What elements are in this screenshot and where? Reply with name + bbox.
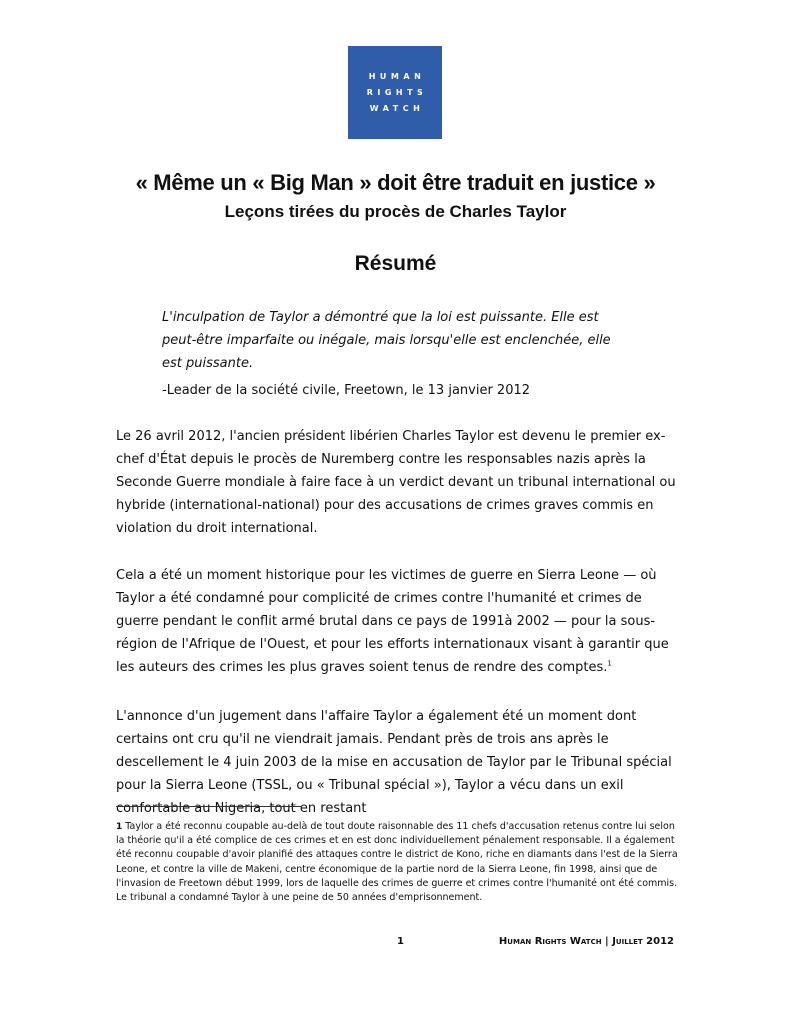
running-footer: Human Rights Watch | Juillet 2012 xyxy=(498,936,674,947)
logo-line-rights: RIGHTS xyxy=(366,87,428,97)
footnote-reference[interactable]: 1 xyxy=(607,659,612,668)
paragraph-1-text: Le 26 avril 2012, l'ancien président libérien Charles Taylor est devenu le premier ex-chef d'État depuis le procès de Nuremberg contre les responsables nazis après la Seconde Guerre mondiale à faire face à un verdict devant un tribunal international ou hybride (international-national) pour des accusations de crimes graves commis en violation du droit international. xyxy=(116,429,676,536)
paragraph-2-text: Cela a été un moment historique pour les victimes de guerre en Sierra Leone — où Taylor a été condamné pour complicité de crimes contre l'humanité et crimes de guerre pendant le conflit armé brutal dans ce pays de 1991à 2002 — pour la sous-région de l'Afrique de l'Ouest, et pour les efforts internationaux visant à garantir que les auteurs des crimes les plus graves soient tenus de rendre des comptes. xyxy=(116,568,669,675)
section-heading: Résumé xyxy=(354,252,437,275)
hrw-logo xyxy=(348,46,442,139)
report-subtitle: Leçons tirées du procès de Charles Taylor xyxy=(224,202,567,221)
body-paragraph-1 xyxy=(116,425,676,540)
page-number: 1 xyxy=(397,936,404,947)
footnote-number: 1 xyxy=(116,822,123,832)
report-title: « Même un « Big Man » doit être traduit en justice » xyxy=(135,170,656,195)
footnote-text: Taylor a été reconnu coupable au-delà de tout doute raisonnable des 11 chefs d'accusation retenus contre lui selon la théorie qu'il a été complice de ces crimes et en est donc individuellement pénalement responsable. Il a également été reconnu coupable d'avoir planifié des attaques contre le district de Kono, riche en diamants dans l'est de la Sierra Leone, et contre la ville de Makeni, centre économique de la partie nord de la Sierra Leone, fin 1998, ainsi que de l'invasion de Freetown début 1999, lors de laquelle des crimes de guerre et crimes contre l'humanité ont été commis. Le tribunal a condamné Taylor à une peine de 50 années d'emprisonnement. xyxy=(116,821,678,904)
body-paragraph-3 xyxy=(116,705,676,820)
logo-line-watch: WATCH xyxy=(369,103,425,113)
footnote-divider xyxy=(116,806,302,807)
logo-line-human: HUMAN xyxy=(368,71,426,81)
paragraph-3-text: L'annonce d'un jugement dans l'affaire Taylor a également été un moment dont certains ont cru qu'il ne viendrait jamais. Pendant près de trois ans après le descellement le 4 juin 2003 de la mise en accusation de Taylor par le Tribunal spécial pour la Sierra Leone (TSSL, ou « Tribunal spécial »), Taylor a vécu dans un exil confortable au Nigeria, tout en restant xyxy=(116,709,672,816)
epigraph-attribution: -Leader de la société civile, Freetown, le 13 janvier 2012 xyxy=(162,383,531,398)
epigraph-quote: L'inculpation de Taylor a démontré que la loi est puissante. Elle est peut-être imparfaite ou inégale, mais lorsqu'elle est enclenchée, elle est puissante. xyxy=(162,310,611,371)
footnote xyxy=(116,820,678,905)
body-paragraph-2 xyxy=(116,564,676,679)
